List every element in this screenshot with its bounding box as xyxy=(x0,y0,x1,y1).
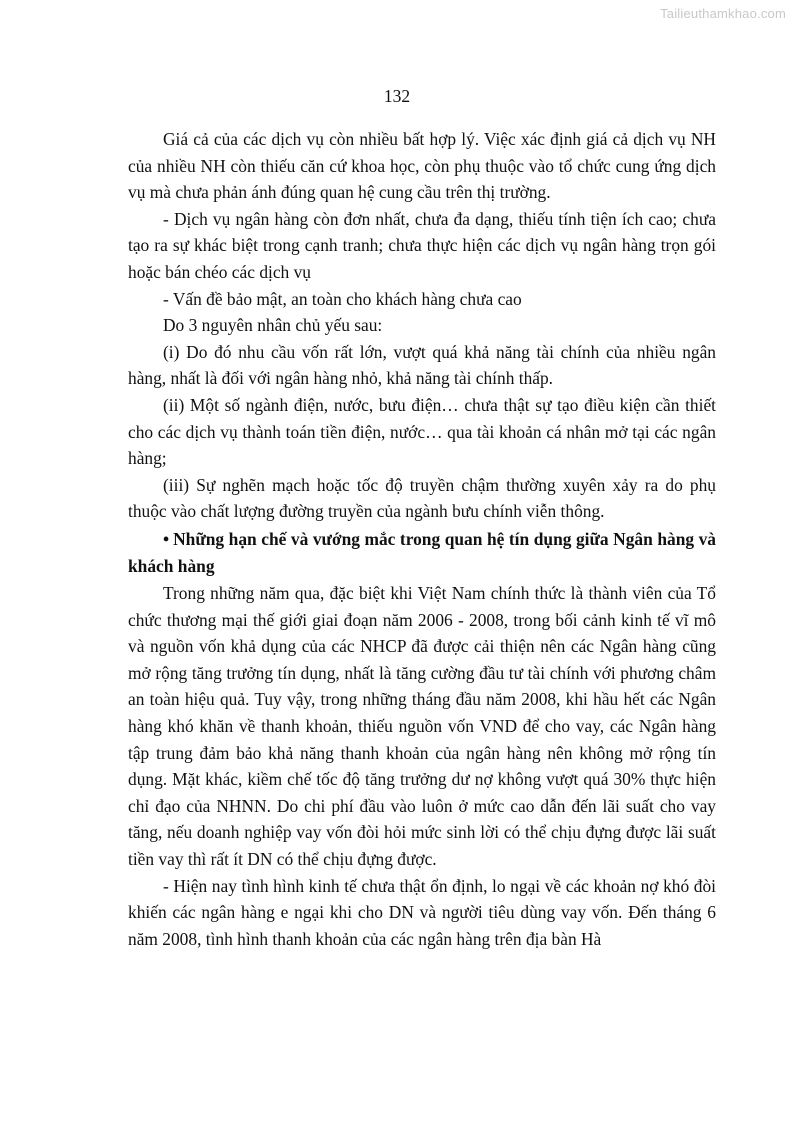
bullet-icon: • xyxy=(163,528,170,549)
watermark: Tailieuthamkhao.com xyxy=(660,6,786,21)
paragraph-pricing: Giá cả của các dịch vụ còn nhiều bất hợp lý. Việc xác định giá cả dịch vụ NH của nhiều NH còn thiếu căn cứ khoa học, còn phụ thuộc vào tổ chức cung ứng dịch vụ mà chưa phản ánh đúng quan hệ cung cầu trên thị trường. xyxy=(128,129,716,203)
document-body xyxy=(128,126,716,952)
paragraph-causes-intro: Do 3 nguyên nhân chủ yếu sau: xyxy=(163,315,383,336)
paragraph-service-limitations: - Dịch vụ ngân hàng còn đơn nhất, chưa đa dạng, thiếu tính tiện ích cao; chưa tạo ra sự khác biệt trong cạnh tranh; chưa thực hiện các dịch vụ ngân hàng trọn gói hoặc bán chéo các dịch vụ xyxy=(128,208,716,282)
paragraph-cause-3: (iii) Sự nghẽn mạch hoặc tốc độ truyền chậm thường xuyên xảy ra do phụ thuộc vào chất lượng đường truyền của ngành bưu chính viễn thông. xyxy=(128,474,716,522)
page-number: 132 xyxy=(383,86,411,106)
paragraph-cause-1: (i) Do đó nhu cầu vốn rất lớn, vượt quá khả năng tài chính của nhiều ngân hàng, nhất là đối với ngân hàng nhỏ, khả năng tài chính thấp. xyxy=(128,341,716,389)
section-heading-text: Những hạn chế và vướng mắc trong quan hệ tín dụng giữa Ngân hàng và khách hàng xyxy=(128,528,716,576)
paragraph-credit-context: Trong những năm qua, đặc biệt khi Việt Nam chính thức là thành viên của Tổ chức thương mại thế giới giai đoạn năm 2006 - 2008, trong bối cảnh kinh tế vĩ mô và nguồn vốn khả dụng của các NHCP đã được cải thiện nên các Ngân hàng cũng mở rộng tăng trưởng tín dụng, nhất là tăng cường đầu tư tài chính với phương châm an toàn hiệu quả. Tuy vậy, trong những tháng đầu năm 2008, khi hầu hết các Ngân hàng khó khăn về thanh khoản, thiếu nguồn vốn VND để cho vay, các Ngân hàng tập trung đảm bảo khả năng thanh khoản của ngân hàng nên không mở rộng tín dụng. Mặt khác, kiềm chế tốc độ tăng trưởng dư nợ không vượt quá 30% thực hiện chỉ đạo của NHNN. Do chi phí đầu vào luôn ở mức cao dẫn đến lãi suất cho vay tăng, nếu doanh nghiệp vay vốn đòi hỏi mức sinh lời có thể chịu đựng được lãi suất tiền vay thì rất ít DN có thể chịu đựng được. xyxy=(128,583,716,870)
section-heading xyxy=(128,526,716,579)
paragraph-economic-situation: - Hiện nay tình hình kinh tế chưa thật ổn định, lo ngại về các khoản nợ khó đòi khiến các ngân hàng e ngại khi cho DN và người tiêu dùng vay vốn. Đến tháng 6 năm 2008, tình hình thanh khoản của các ngân hàng trên địa bàn Hà xyxy=(128,875,716,949)
paragraph-security: - Vấn đề bảo mật, an toàn cho khách hàng chưa cao xyxy=(163,288,522,309)
paragraph-cause-2: (ii) Một số ngành điện, nước, bưu điện… chưa thật sự tạo điều kiện cần thiết cho các dịch vụ thành toán tiền điện, nước… qua tài khoản cá nhân mở tại các ngân hàng; xyxy=(128,394,716,469)
